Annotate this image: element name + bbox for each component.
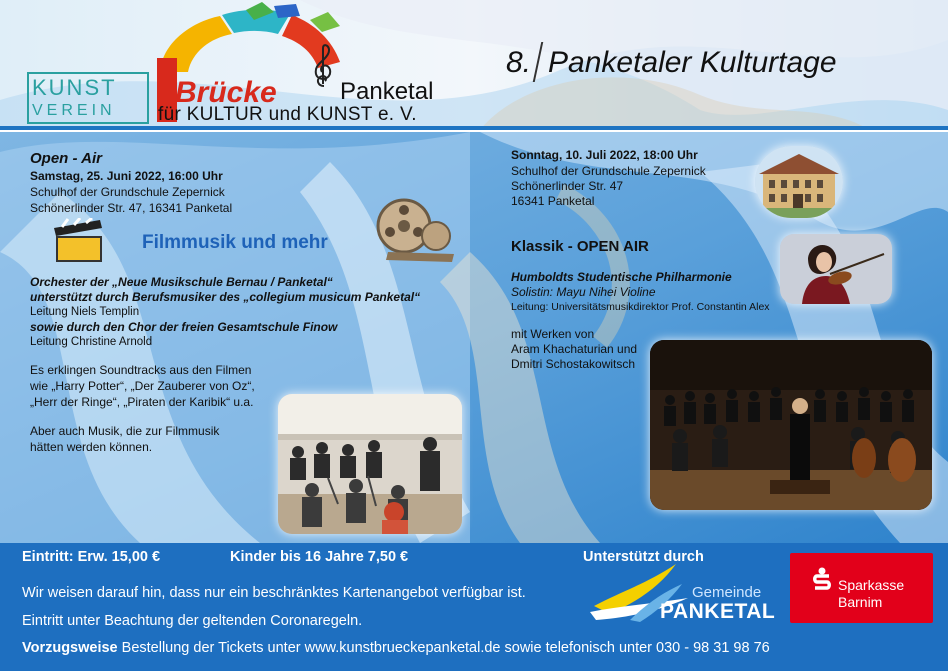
school-building-photo xyxy=(755,146,843,218)
event2-datetime: Sonntag, 10. Juli 2022, 18:00 Uhr xyxy=(511,148,698,162)
event2-venue-line3: 16341 Panketal xyxy=(511,194,595,208)
ticket-availability-note: Wir weisen darauf hin, dass nur ein beschränktes Kartenangebot verfügbar ist. xyxy=(22,585,526,601)
logo-tagline: für KULTUR und KUNST e. V. xyxy=(158,104,417,125)
event2-soloist: Solistin: Mayu Nihei Violine xyxy=(511,285,656,299)
event1-venue-line2: Schönerlinder Str. 47, 16341 Panketal xyxy=(30,201,233,215)
page-title: Panketaler Kulturtage xyxy=(548,46,837,79)
clapperboard-icon xyxy=(52,218,110,266)
sparkasse-name: Sparkasse xyxy=(838,577,905,593)
order-preferred-label: Vorzugsweise xyxy=(22,640,118,656)
school-orchestra-photo xyxy=(278,394,462,534)
header xyxy=(0,0,948,130)
entry-adult-price: Eintritt: Erw. 15,00 € xyxy=(22,549,161,565)
logo-kunst: KUNST xyxy=(32,75,117,100)
header-band xyxy=(0,126,948,130)
gemeinde-label: Gemeinde xyxy=(692,584,762,601)
panketal-wordmark: PANKETAL xyxy=(660,600,776,623)
event1-headline: Filmmusik und mehr xyxy=(142,232,328,253)
sparkasse-s-icon xyxy=(812,567,832,593)
main-content xyxy=(0,132,948,543)
ticket-order-info xyxy=(22,640,770,656)
logo-verein: VEREIN xyxy=(32,102,116,119)
event1-desc-line4: Aber auch Musik, die zur Filmmusik xyxy=(30,424,220,438)
sparkasse-region: Barnim xyxy=(838,594,883,610)
event1-venue-line1: Schulhof der Grundschule Zepernick xyxy=(30,185,225,199)
supported-by-label: Unterstützt durch xyxy=(583,549,704,565)
event1-leitung2: Leitung Christine Arnold xyxy=(30,336,153,348)
event2-leitung: Leitung: Universitätsmusikdirektor Prof. Constantin Alex xyxy=(511,301,770,313)
logo-bruecke: Brücke xyxy=(175,76,277,109)
treble-clef-icon xyxy=(310,44,338,88)
event1-ensemble-line1: Orchester der „Neue Musikschule Bernau / Panketal“ xyxy=(30,275,333,289)
event1-ensemble-line2: unterstützt durch Berufsmusiker des „collegium musicum Panketal“ xyxy=(30,290,421,304)
event2-works-line2: Aram Khachaturian und xyxy=(511,342,638,356)
logo-panketal: Panketal xyxy=(340,78,434,105)
event2-headline: Klassik - OPEN AIR xyxy=(511,238,649,255)
event1-choir: sowie durch den Chor der freien Gesamtschule Finow xyxy=(30,320,338,334)
order-details: Bestellung der Tickets unter www.kunstbrueckepanketal.de sowie telefonisch unter 030 - 98 31 98 76 xyxy=(117,640,770,656)
event1-desc-line2: wie „Harry Potter“, „Der Zauberer von Oz“, xyxy=(30,379,255,393)
event1-datetime: Samstag, 25. Juni 2022, 16:00 Uhr xyxy=(30,169,223,183)
event2-works-line1: mit Werken von xyxy=(511,327,595,341)
violinist-photo xyxy=(780,234,892,304)
event2-venue-line2: Schönerlinder Str. 47 xyxy=(511,179,624,193)
event1-desc-line5: hätten werden können. xyxy=(30,440,153,454)
event1-desc-line1: Es erklingen Soundtracks aus den Filmen xyxy=(30,363,252,377)
entry-child-price: Kinder bis 16 Jahre 7,50 € xyxy=(230,549,409,565)
event2-orchestra: Humboldts Studentische Philharmonie xyxy=(511,270,732,284)
event2-works-line3: Dmitri Schostakowitsch xyxy=(511,357,636,371)
event1-leitung1: Leitung Niels Templin xyxy=(30,306,140,318)
film-reel-icon xyxy=(368,192,458,264)
event2-venue-line1: Schulhof der Grundschule Zepernick xyxy=(511,164,706,178)
event-series-number: 8. xyxy=(506,46,532,79)
philharmonic-orchestra-photo xyxy=(650,340,932,510)
corona-rules-note: Eintritt unter Beachtung der geltenden Coronaregeln. xyxy=(22,613,363,629)
event1-desc-line3: „Herr der Ringe“, „Piraten der Karibik“ u.a. xyxy=(30,395,254,409)
event1-kind: Open - Air xyxy=(30,150,102,167)
